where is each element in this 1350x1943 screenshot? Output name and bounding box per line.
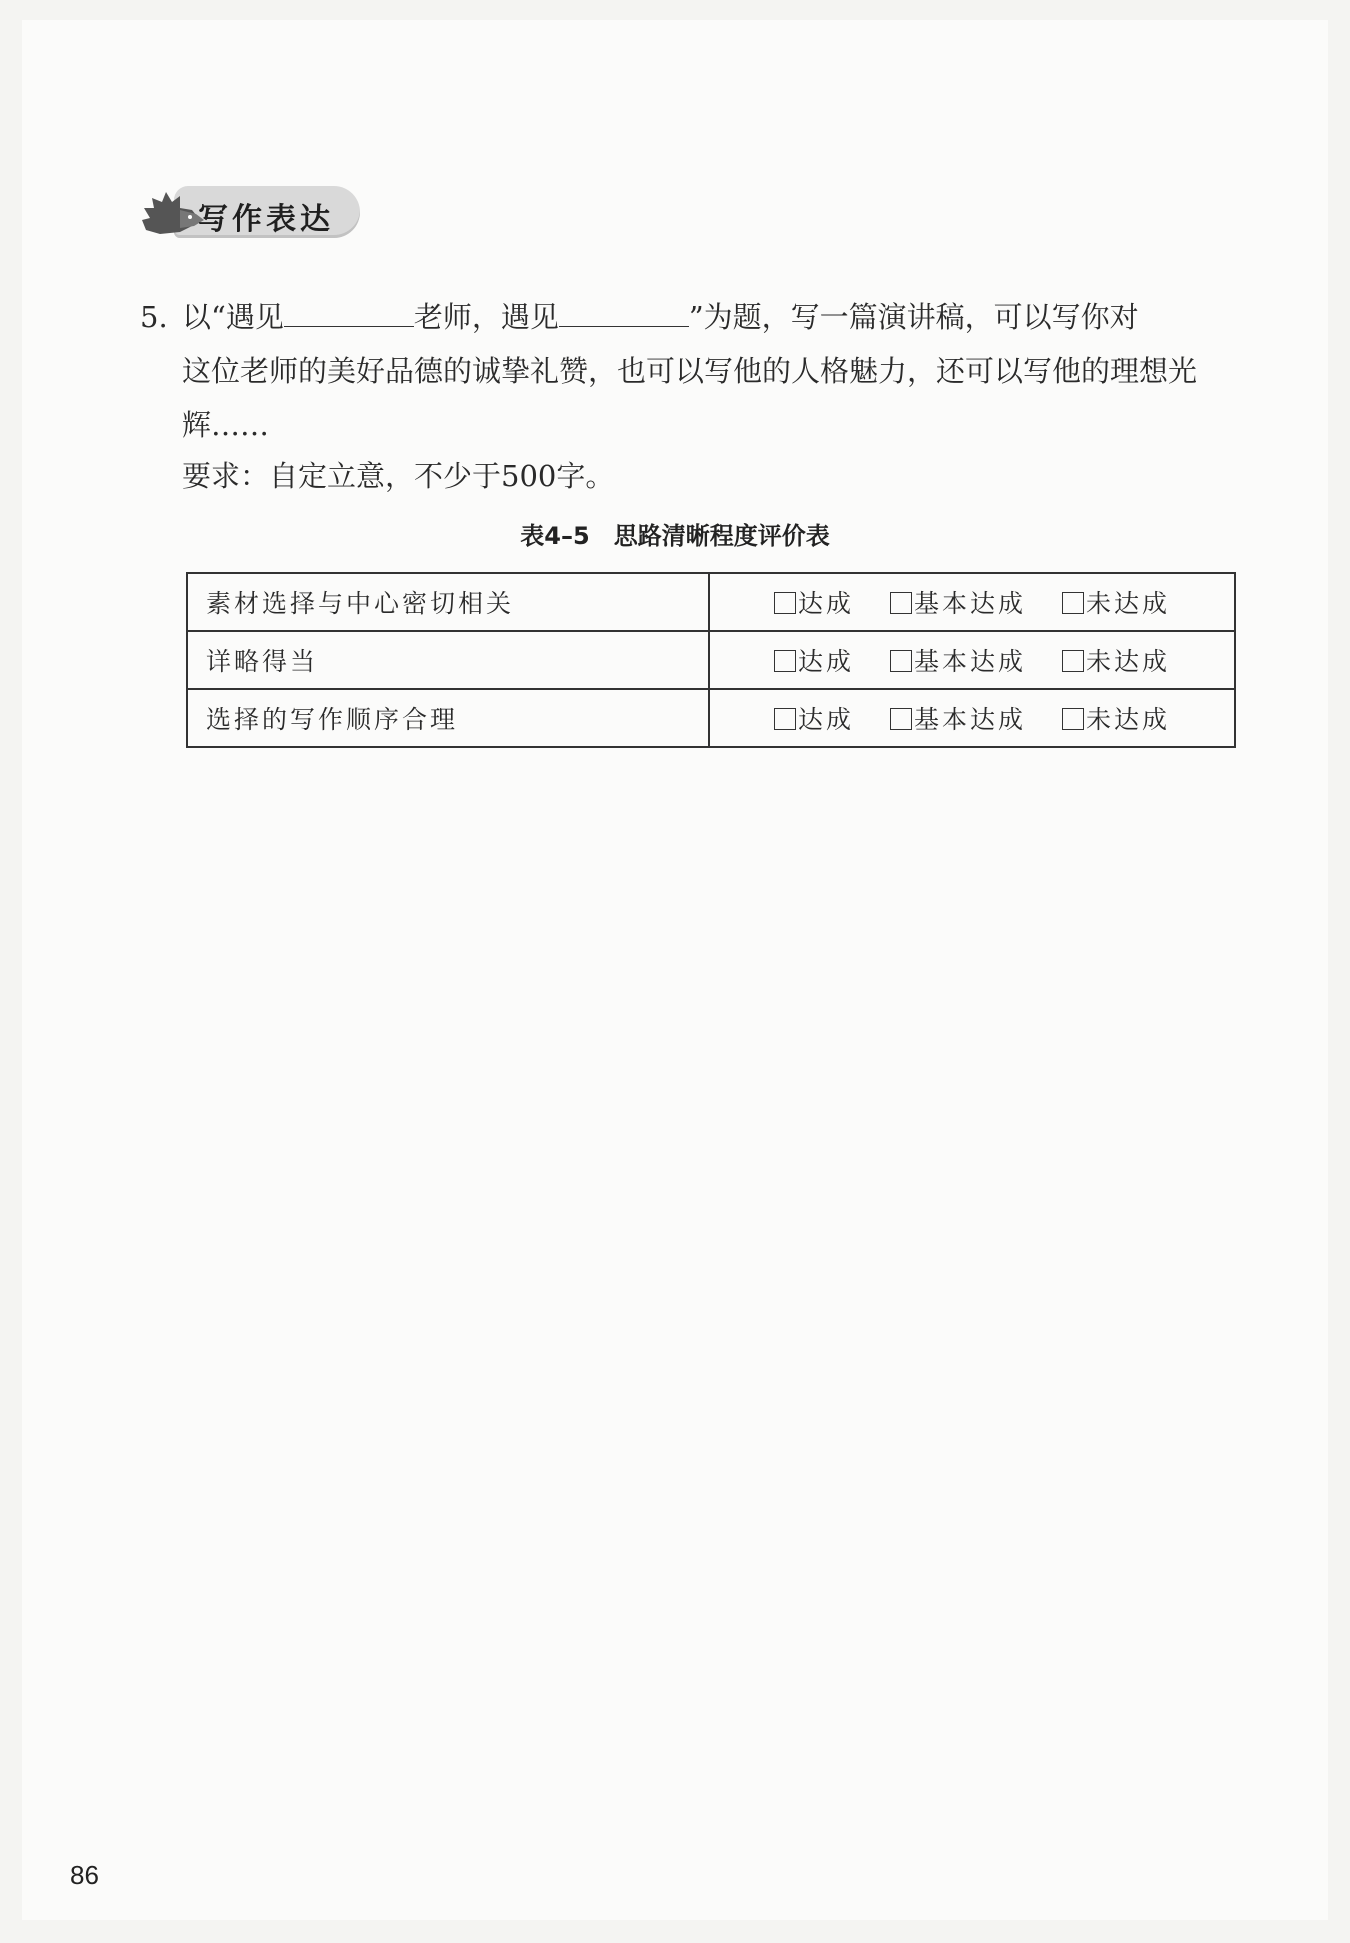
table-row xyxy=(187,631,1235,689)
evaluation-table xyxy=(186,572,1236,748)
option-label: 未达成 xyxy=(1085,647,1170,676)
question-5 xyxy=(140,290,1240,452)
checkbox-icon[interactable] xyxy=(1062,708,1084,730)
question-text-part1: 以“遇见 xyxy=(182,300,284,334)
option-not-achieved[interactable] xyxy=(1062,700,1170,736)
question-text-rest: 这位老师的美好品德的诚挚礼赞，也可以写他的人格魅力，还可以写他的理想光辉…… xyxy=(182,354,1198,442)
options-cell xyxy=(709,573,1235,631)
option-label: 达成 xyxy=(798,705,855,734)
option-label: 未达成 xyxy=(1085,705,1170,734)
section-badge xyxy=(140,186,362,240)
fill-blank-1[interactable] xyxy=(284,298,414,327)
option-label: 基本达成 xyxy=(913,705,1026,734)
checkbox-icon[interactable] xyxy=(890,650,912,672)
checkbox-icon[interactable] xyxy=(774,650,796,672)
criterion-label: 素材选择与中心密切相关 xyxy=(187,573,709,631)
checkbox-icon[interactable] xyxy=(774,708,796,730)
question-number: 5. xyxy=(140,300,168,334)
option-label: 基本达成 xyxy=(913,589,1026,618)
question-text-part3: ”为题，写一篇演讲稿，可以写你对 xyxy=(688,300,1139,334)
question-text-part2: 老师，遇见 xyxy=(413,300,559,334)
checkbox-icon[interactable] xyxy=(1062,592,1084,614)
criterion-label: 选择的写作顺序合理 xyxy=(187,689,709,747)
options-cell xyxy=(709,689,1235,747)
option-achieved[interactable] xyxy=(774,642,854,678)
table-row xyxy=(187,573,1235,631)
option-label: 达成 xyxy=(798,647,855,676)
checkbox-icon[interactable] xyxy=(890,708,912,730)
option-label: 未达成 xyxy=(1085,589,1170,618)
option-basically-achieved[interactable] xyxy=(890,700,1026,736)
section-title: 写作表达 xyxy=(198,202,334,237)
criterion-label: 详略得当 xyxy=(187,631,709,689)
question-line1 xyxy=(140,290,1240,344)
option-not-achieved[interactable] xyxy=(1062,642,1170,678)
table-caption: 表4–5 思路清晰程度评价表 xyxy=(520,522,830,550)
option-basically-achieved[interactable] xyxy=(890,642,1026,678)
options-cell xyxy=(709,631,1235,689)
page-number: 86 xyxy=(70,1860,99,1890)
checkbox-icon[interactable] xyxy=(774,592,796,614)
table-row xyxy=(187,689,1235,747)
option-basically-achieved[interactable] xyxy=(890,584,1026,620)
option-label: 达成 xyxy=(798,589,855,618)
checkbox-icon[interactable] xyxy=(1062,650,1084,672)
fill-blank-2[interactable] xyxy=(559,298,689,327)
checkbox-icon[interactable] xyxy=(890,592,912,614)
option-achieved[interactable] xyxy=(774,584,854,620)
question-requirement: 要求：自定立意，不少于500字。 xyxy=(182,459,615,493)
option-label: 基本达成 xyxy=(913,647,1026,676)
option-achieved[interactable] xyxy=(774,700,854,736)
option-not-achieved[interactable] xyxy=(1062,584,1170,620)
